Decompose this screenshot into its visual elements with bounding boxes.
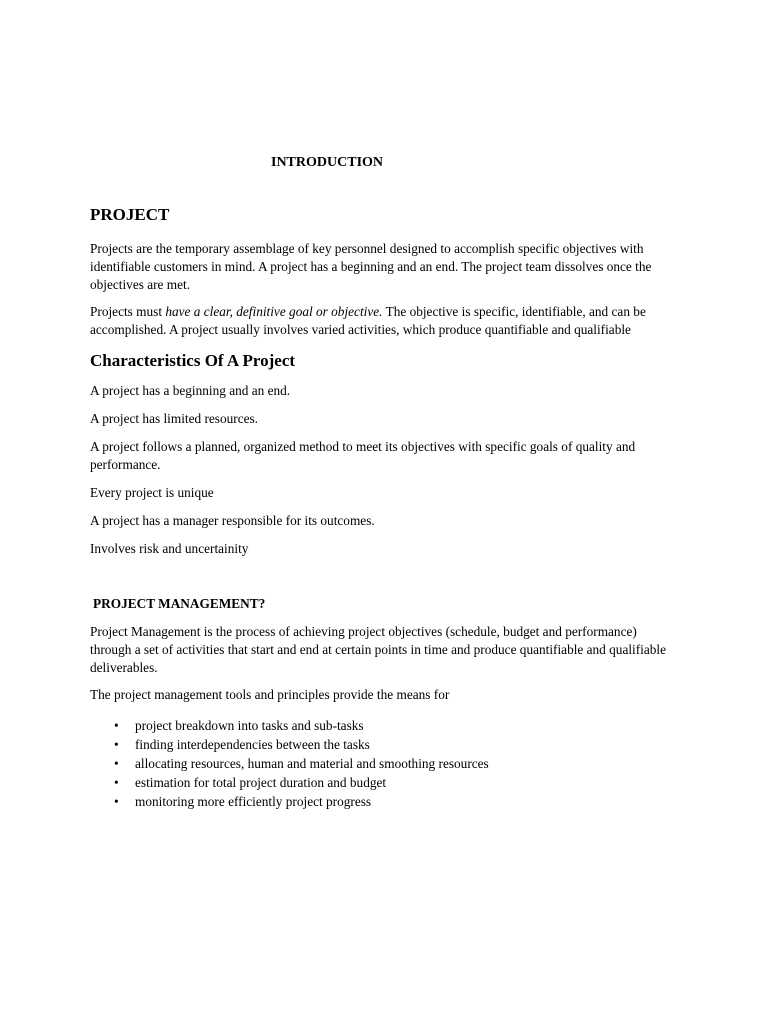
- characteristic-item: Every project is unique: [90, 485, 214, 500]
- list-item-text: estimation for total project duration and budget: [135, 775, 387, 790]
- characteristic-item: Involves risk and uncertainity: [90, 541, 249, 556]
- section-heading-characteristics: Characteristics Of A Project: [90, 351, 296, 370]
- project-paragraph-2-lead: Projects must: [90, 304, 166, 319]
- section-heading-project-management: PROJECT MANAGEMENT?: [93, 596, 266, 611]
- list-item: [90, 716, 680, 735]
- list-item-text: allocating resources, human and material and smoothing resources: [135, 756, 489, 771]
- document-title: INTRODUCTION: [271, 155, 384, 170]
- list-item: [90, 735, 680, 754]
- project-paragraph-2: [90, 303, 680, 339]
- bullet-icon: •: [114, 775, 119, 790]
- list-item: [90, 792, 680, 811]
- pm-bullet-list: [90, 716, 680, 811]
- pm-paragraph-2: The project management tools and principles provide the means for: [90, 687, 450, 702]
- bullet-icon: •: [114, 794, 119, 809]
- list-item: [90, 754, 680, 773]
- list-item-text: project breakdown into tasks and sub-tasks: [135, 718, 364, 733]
- characteristic-item: A project has limited resources.: [90, 411, 259, 426]
- bullet-icon: •: [114, 718, 119, 733]
- list-item-text: finding interdependencies between the tasks: [135, 737, 370, 752]
- section-heading-project: PROJECT: [90, 205, 170, 224]
- characteristic-item: A project follows a planned, organized method to meet its objectives with specific goals of quality and performance.: [90, 439, 636, 472]
- list-item-text: monitoring more efficiently project progress: [135, 794, 372, 809]
- list-item: [90, 773, 680, 792]
- pm-paragraph-1: Project Management is the process of achieving project objectives (schedule, budget and performance) through a set of activities that start and end at certain points in time and produce quantifiable and qualifiable deliverables.: [90, 624, 667, 675]
- characteristic-item: A project has a beginning and an end.: [90, 383, 291, 398]
- characteristic-item: A project has a manager responsible for its outcomes.: [90, 513, 375, 528]
- project-paragraph-2-emphasis: have a clear, definitive goal or objective.: [165, 304, 383, 319]
- project-paragraph-1: Projects are the temporary assemblage of key personnel designed to accomplish specific objectives with identifiable customers in mind. A project has a beginning and an end. The project team dissolves once the objectives are met.: [90, 241, 652, 292]
- bullet-icon: •: [114, 756, 119, 771]
- bullet-icon: •: [114, 737, 119, 752]
- project-paragraph-2-rest: The objective is specific, identifiable, and can be accomplished. A project usually involves varied activities, which produce quantifiable and qualifiable: [90, 304, 646, 337]
